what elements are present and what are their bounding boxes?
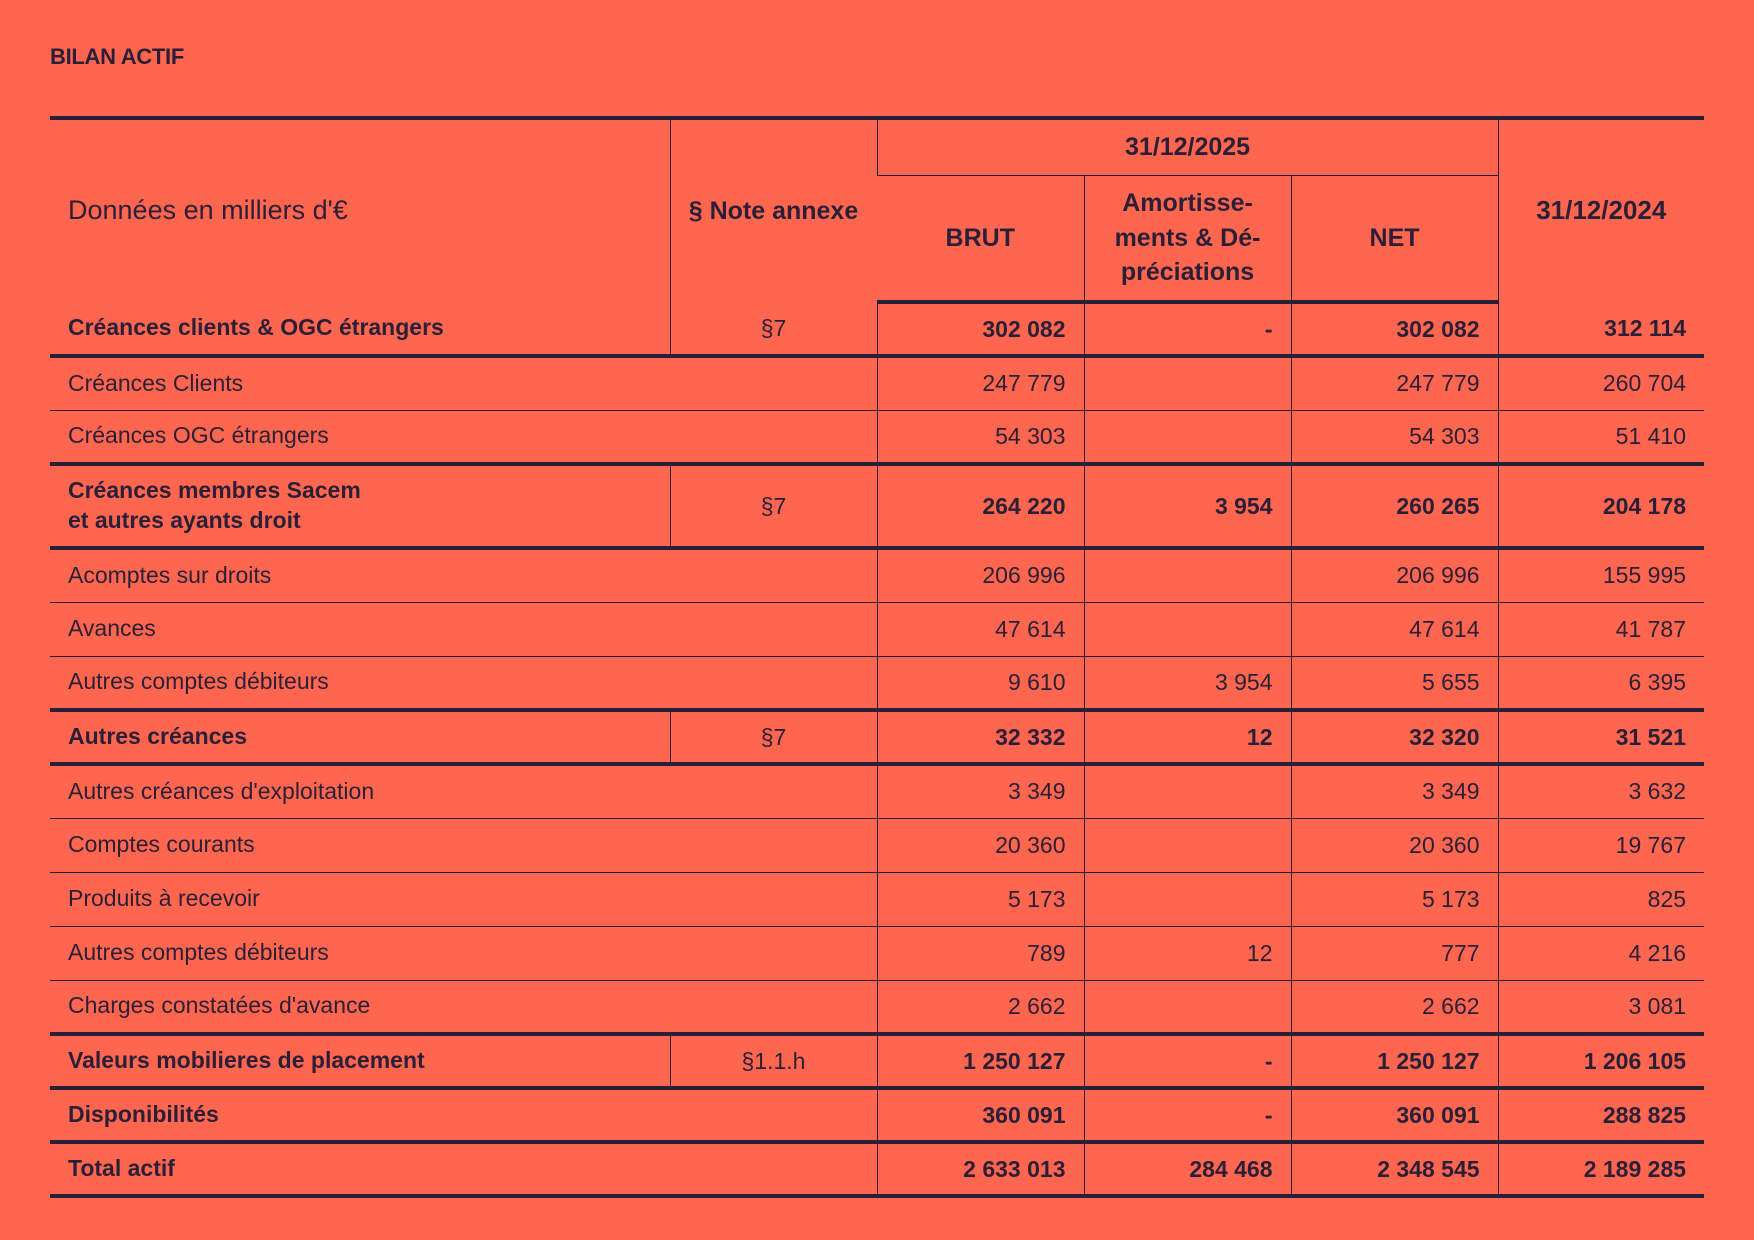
row-net: 5 655	[1291, 656, 1498, 710]
row-amort	[1084, 872, 1291, 926]
row-brut: 360 091	[877, 1088, 1084, 1142]
table-row-section	[50, 302, 1704, 356]
table-row	[50, 926, 1704, 980]
row-prev: 3 632	[1498, 764, 1704, 818]
table-row-total	[50, 1142, 1704, 1196]
row-label: Créances clients & OGC étrangers	[50, 302, 670, 356]
row-prev: 51 410	[1498, 410, 1704, 464]
header-amortissements: Amortisse-ments & Dé-préciations	[1084, 175, 1291, 302]
row-net: 777	[1291, 926, 1498, 980]
row-brut: 9 610	[877, 656, 1084, 710]
row-prev: 19 767	[1498, 818, 1704, 872]
row-amort	[1084, 980, 1291, 1034]
row-label: Acomptes sur droits	[50, 548, 877, 602]
row-net: 2 348 545	[1291, 1142, 1498, 1196]
table-row-section	[50, 464, 1704, 548]
row-brut: 789	[877, 926, 1084, 980]
row-label: Autres comptes débiteurs	[50, 656, 877, 710]
row-label: Créances Clients	[50, 356, 877, 410]
row-amort	[1084, 548, 1291, 602]
row-label: Total actif	[50, 1142, 877, 1196]
row-brut: 54 303	[877, 410, 1084, 464]
row-prev: 155 995	[1498, 548, 1704, 602]
row-brut: 3 349	[877, 764, 1084, 818]
row-amort: 12	[1084, 710, 1291, 764]
row-prev: 3 081	[1498, 980, 1704, 1034]
header-net: NET	[1291, 175, 1498, 302]
table-row	[50, 656, 1704, 710]
table-row-section	[50, 1034, 1704, 1088]
row-prev: 204 178	[1498, 464, 1704, 548]
header-date-previous: 31/12/2024	[1498, 118, 1704, 302]
row-net: 54 303	[1291, 410, 1498, 464]
row-amort: -	[1084, 1088, 1291, 1142]
row-label-line-2: et autres ayants droit	[68, 507, 301, 533]
row-label: Disponibilités	[50, 1088, 877, 1142]
row-net: 302 082	[1291, 302, 1498, 356]
row-note: §7	[670, 710, 877, 764]
row-note: §1.1.h	[670, 1034, 877, 1088]
row-net: 20 360	[1291, 818, 1498, 872]
table-row	[50, 410, 1704, 464]
table-row	[50, 548, 1704, 602]
row-net: 1 250 127	[1291, 1034, 1498, 1088]
row-prev: 41 787	[1498, 602, 1704, 656]
row-net: 32 320	[1291, 710, 1498, 764]
table-row	[50, 818, 1704, 872]
row-label: Créances OGC étrangers	[50, 410, 877, 464]
row-net: 2 662	[1291, 980, 1498, 1034]
row-amort: -	[1084, 302, 1291, 356]
row-net: 206 996	[1291, 548, 1498, 602]
row-amort: 3 954	[1084, 464, 1291, 548]
row-label-line-1: Créances membres Sacem	[68, 477, 361, 504]
row-label: Autres comptes débiteurs	[50, 926, 877, 980]
row-label: Avances	[50, 602, 877, 656]
row-label: Produits à recevoir	[50, 872, 877, 926]
row-net: 47 614	[1291, 602, 1498, 656]
row-net: 3 349	[1291, 764, 1498, 818]
row-brut: 47 614	[877, 602, 1084, 656]
row-brut: 2 633 013	[877, 1142, 1084, 1196]
row-net: 260 265	[1291, 464, 1498, 548]
header-brut: BRUT	[877, 175, 1084, 302]
row-brut: 5 173	[877, 872, 1084, 926]
table-row-section	[50, 1088, 1704, 1142]
row-prev: 31 521	[1498, 710, 1704, 764]
row-label	[50, 464, 670, 548]
page-title: BILAN ACTIF	[50, 44, 184, 69]
row-brut: 206 996	[877, 548, 1084, 602]
row-prev: 260 704	[1498, 356, 1704, 410]
row-prev: 288 825	[1498, 1088, 1704, 1142]
row-prev: 6 395	[1498, 656, 1704, 710]
row-label: Autres créances d'exploitation	[50, 764, 877, 818]
row-amort	[1084, 602, 1291, 656]
row-label: Valeurs mobilieres de placement	[50, 1034, 670, 1088]
header-note: § Note annexe	[670, 118, 877, 302]
row-amort	[1084, 356, 1291, 410]
row-brut: 302 082	[877, 302, 1084, 356]
row-label: Comptes courants	[50, 818, 877, 872]
row-prev: 825	[1498, 872, 1704, 926]
row-brut: 264 220	[877, 464, 1084, 548]
row-note: §7	[670, 464, 877, 548]
row-prev: 1 206 105	[1498, 1034, 1704, 1088]
table-row	[50, 980, 1704, 1034]
header-date-current: 31/12/2025	[877, 118, 1498, 175]
row-brut: 20 360	[877, 818, 1084, 872]
row-prev: 312 114	[1498, 302, 1704, 356]
table-row	[50, 356, 1704, 410]
balance-sheet-table	[50, 116, 1704, 1198]
row-amort	[1084, 410, 1291, 464]
row-label: Autres créances	[50, 710, 670, 764]
row-brut: 2 662	[877, 980, 1084, 1034]
table-header	[50, 118, 1704, 302]
row-net: 247 779	[1291, 356, 1498, 410]
table-row	[50, 602, 1704, 656]
table-row	[50, 872, 1704, 926]
row-net: 360 091	[1291, 1088, 1498, 1142]
table-body	[50, 302, 1704, 1196]
row-note: §7	[670, 302, 877, 356]
row-amort	[1084, 818, 1291, 872]
row-prev: 4 216	[1498, 926, 1704, 980]
row-label: Charges constatées d'avance	[50, 980, 877, 1034]
table-row-section	[50, 710, 1704, 764]
row-prev: 2 189 285	[1498, 1142, 1704, 1196]
row-amort: 12	[1084, 926, 1291, 980]
row-net: 5 173	[1291, 872, 1498, 926]
row-amort: 284 468	[1084, 1142, 1291, 1196]
row-amort: -	[1084, 1034, 1291, 1088]
table-row	[50, 764, 1704, 818]
row-brut: 32 332	[877, 710, 1084, 764]
row-amort: 3 954	[1084, 656, 1291, 710]
row-amort	[1084, 764, 1291, 818]
row-brut: 247 779	[877, 356, 1084, 410]
row-brut: 1 250 127	[877, 1034, 1084, 1088]
header-label: Données en milliers d'€	[68, 195, 348, 226]
